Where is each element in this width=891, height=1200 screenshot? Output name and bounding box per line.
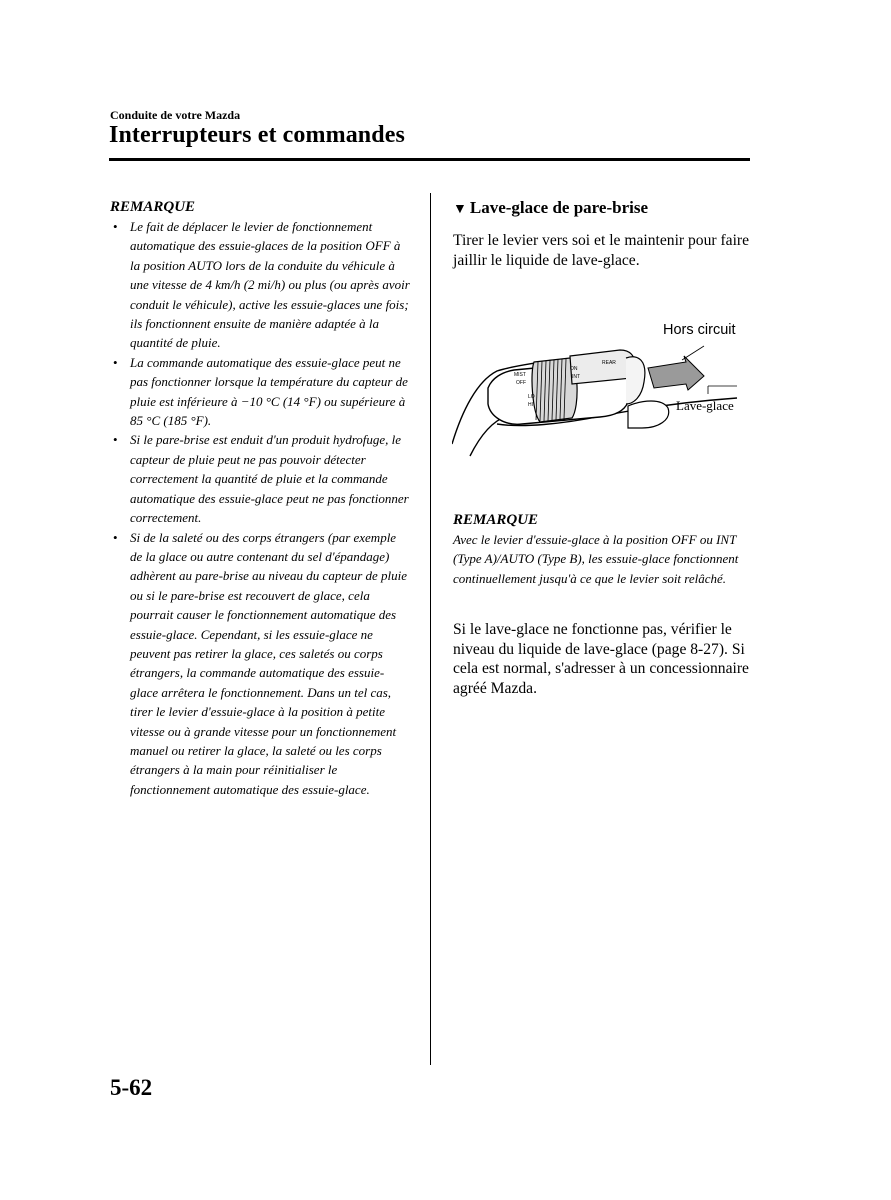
lever-mark-mist: MIST <box>514 372 526 378</box>
intro-text: Tirer le levier vers soi et le maintenir pour faire jaillir le liquide de lave-glace. <box>453 232 750 269</box>
note-text: Avec le levier d'essuie-glace à la position OFF ou INT (Type A)/AUTO (Type B), les essuie-glace fonctionnent continuellement jusqu'à ce que le levier soit relâché. <box>453 532 739 586</box>
note-item <box>110 430 410 527</box>
lever-drawing <box>452 316 752 466</box>
right-column <box>453 197 753 270</box>
wiper-lever-illustration <box>452 316 752 466</box>
title-rule <box>109 158 750 161</box>
note-item-text: Si de la saleté ou des corps étrangers (par exemple de la glace ou autre contenant du sel d'épandage) adhèrent au pare-brise au niveau du capteur de pluie ou si le pare-brise est recouvert de glace, cela pourrait causer le fonctionnement automatique des essuie-glace. Cependant, si les essuie-glace ne peuvent pas retirer la glace, ces saletés ou corps étrangers, la commande automatique des essuie-glace arrêtera le fonctionnement. Dans un tel cas, tirer le levier d'essuie-glace à la position à petite vitesse ou à grande vitesse pour un fonctionnement manuel ou retirer la glace, la saleté ou les corps étrangers à la main pour réinitialiser le fonctionnement automatique des essuie-glace. <box>130 529 408 797</box>
note-item-text: Si le pare-brise est enduit d'un produit hydrofuge, le capteur de pluie peut ne pas pouvoir détecter correctement la quantité de pluie et la commande automatique des essuie-glace peut ne pas fonctionner correctement. <box>130 432 409 526</box>
column-divider <box>430 193 431 1065</box>
page-title: Interrupteurs et commandes <box>109 122 405 148</box>
bullet-icon: • <box>113 354 118 370</box>
note-item-text: Le fait de déplacer le levier de fonctionnement automatique des essuie-glaces de la position OFF à la position AUTO lors de la conduite du véhicule à une vitesse de 4 km/h (2 mi/h) ou plus (ou après avoir conduit le véhicule), active les essuie-glaces une fois; ils fonctionnent ensuite de manière adaptée à la quantité de pluie. <box>130 219 410 351</box>
left-column <box>110 197 410 799</box>
label-washer: Lave-glace <box>676 398 734 413</box>
bullet-icon: • <box>113 219 118 234</box>
note-heading: REMARQUE <box>110 199 196 215</box>
note-list <box>110 217 410 799</box>
label-off-position: Hors circuit <box>663 322 736 338</box>
note-item-text: La commande automatique des essuie-glace peut ne pas fonctionner lorsque la température du capteur de pluie est inférieure à −10 °C (14 °F) ou supérieure à 85 °C (185 °F). <box>130 354 408 429</box>
lever-mark-lo: LO <box>528 394 535 400</box>
note-item <box>110 353 410 431</box>
lever-mark-hi: HI <box>528 402 533 408</box>
bullet-icon: • <box>113 529 118 545</box>
note-item <box>110 528 410 800</box>
lever-mark-off: OFF <box>516 380 526 386</box>
lever-mark-rear: REAR <box>602 360 616 366</box>
note-heading: REMARQUE <box>453 512 539 528</box>
section-heading <box>453 197 753 221</box>
bullet-icon: • <box>113 432 118 448</box>
lever-mark-on: ON <box>570 366 578 372</box>
note-item <box>110 217 410 353</box>
breadcrumb: Conduite de votre Mazda <box>110 108 241 122</box>
triangle-marker-icon: ▼ <box>453 202 467 217</box>
washer-note <box>453 510 753 588</box>
section-heading-text: Lave-glace de pare-brise <box>469 198 649 217</box>
page-number: 5-62 <box>110 1075 153 1100</box>
lever-mark-int: INT <box>572 374 581 380</box>
closing-text: Si le lave-glace ne fonctionne pas, vérifier le niveau du liquide de lave-glace (page 8-27). Si cela est normal, s'adresser à un concessionnaire agréé Mazda. <box>453 621 749 697</box>
